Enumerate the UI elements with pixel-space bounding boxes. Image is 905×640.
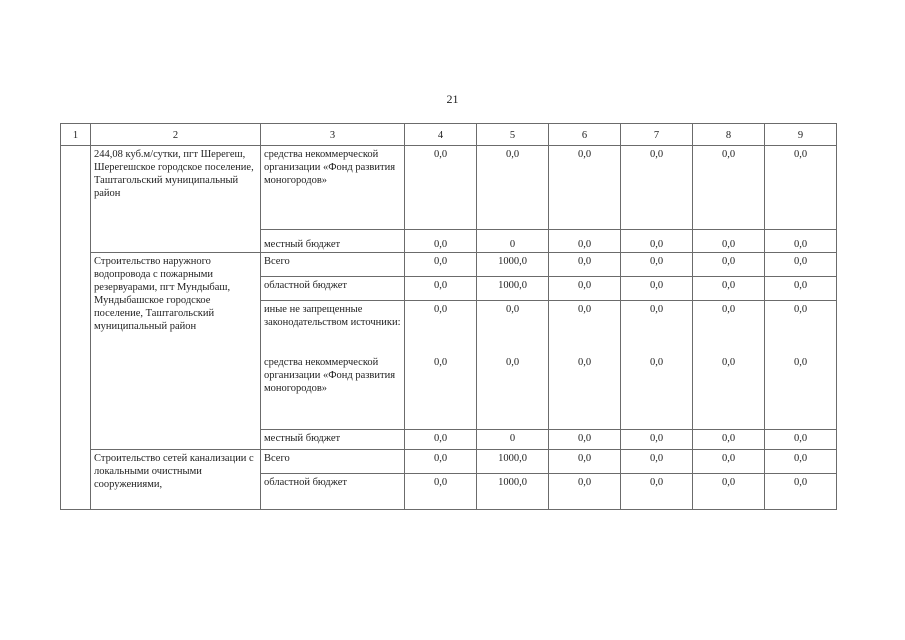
header-cell: 6 — [549, 124, 621, 146]
value-cell: 0,0 — [765, 450, 837, 474]
object-description: Строительство наружного водопровода с пожарными резервуарами, пгт Мундыбаш, Мундыбашское городское поселение, Таштагольский муниципальный район — [91, 253, 261, 450]
header-cell: 5 — [477, 124, 549, 146]
value-cell: 0,0 — [693, 277, 765, 301]
header-cell: 8 — [693, 124, 765, 146]
value-cell: 0,0 — [549, 430, 621, 450]
object-description: 244,08 куб.м/сутки, пгт Шерегеш, Шерегешское городское поселение, Таштагольский муниципальный район — [91, 146, 261, 253]
value-cell: 0,0 — [549, 474, 621, 510]
value-cell: 0,0 — [549, 230, 621, 253]
value-cell: 0,0 — [693, 253, 765, 277]
table-row — [61, 146, 837, 230]
value-cell: 0,0 — [405, 354, 477, 430]
value-cell: 1000,0 — [477, 277, 549, 301]
funding-source: Всего — [261, 450, 405, 474]
value-cell: 0,0 — [549, 301, 621, 355]
value-cell: 0,0 — [477, 354, 549, 430]
funding-source: местный бюджет — [261, 430, 405, 450]
funding-source: средства некоммерческой организации «Фонд развития моногородов» — [261, 146, 405, 230]
value-cell: 0,0 — [549, 253, 621, 277]
value-cell: 0,0 — [621, 230, 693, 253]
value-cell: 0,0 — [765, 230, 837, 253]
object-description: Строительство сетей канализации с локальными очистными сооружениями, — [91, 450, 261, 510]
budget-table — [60, 123, 837, 510]
value-cell: 0,0 — [693, 450, 765, 474]
header-cell: 1 — [61, 124, 91, 146]
value-cell: 0,0 — [405, 253, 477, 277]
value-cell: 1000,0 — [477, 253, 549, 277]
value-cell: 0,0 — [405, 450, 477, 474]
value-cell: 0,0 — [549, 277, 621, 301]
value-cell: 0,0 — [765, 354, 837, 430]
value-cell: 0,0 — [693, 354, 765, 430]
table-row — [61, 253, 837, 277]
value-cell: 1000,0 — [477, 450, 549, 474]
value-cell: 0 — [477, 430, 549, 450]
row-number-cell — [61, 146, 91, 510]
value-cell: 0,0 — [693, 146, 765, 230]
value-cell: 0,0 — [621, 354, 693, 430]
value-cell: 0,0 — [477, 301, 549, 355]
value-cell: 0,0 — [549, 450, 621, 474]
table-row — [61, 450, 837, 474]
value-cell: 0,0 — [405, 146, 477, 230]
funding-source: средства некоммерческой организации «Фонд развития моногородов» — [261, 354, 405, 430]
value-cell: 0,0 — [405, 230, 477, 253]
value-cell: 0,0 — [405, 430, 477, 450]
value-cell: 0,0 — [621, 430, 693, 450]
value-cell: 0,0 — [765, 301, 837, 355]
value-cell: 0,0 — [549, 146, 621, 230]
value-cell: 1000,0 — [477, 474, 549, 510]
header-cell: 2 — [91, 124, 261, 146]
value-cell: 0,0 — [693, 301, 765, 355]
value-cell: 0,0 — [765, 253, 837, 277]
value-cell: 0,0 — [405, 301, 477, 355]
value-cell: 0,0 — [693, 430, 765, 450]
header-cell: 9 — [765, 124, 837, 146]
header-cell: 3 — [261, 124, 405, 146]
value-cell: 0,0 — [693, 474, 765, 510]
value-cell: 0,0 — [621, 277, 693, 301]
value-cell: 0,0 — [477, 146, 549, 230]
value-cell: 0,0 — [621, 301, 693, 355]
value-cell: 0,0 — [621, 146, 693, 230]
value-cell: 0,0 — [621, 450, 693, 474]
value-cell: 0,0 — [405, 277, 477, 301]
value-cell: 0 — [477, 230, 549, 253]
value-cell: 0,0 — [621, 253, 693, 277]
funding-source: иные не запрещенные законодательством источники: — [261, 301, 405, 355]
funding-source: областной бюджет — [261, 277, 405, 301]
funding-source: местный бюджет — [261, 230, 405, 253]
value-cell: 0,0 — [549, 354, 621, 430]
header-cell: 4 — [405, 124, 477, 146]
value-cell: 0,0 — [765, 474, 837, 510]
value-cell: 0,0 — [765, 277, 837, 301]
value-cell: 0,0 — [765, 430, 837, 450]
value-cell: 0,0 — [405, 474, 477, 510]
value-cell: 0,0 — [693, 230, 765, 253]
funding-source: областной бюджет — [261, 474, 405, 510]
value-cell: 0,0 — [765, 146, 837, 230]
header-cell: 7 — [621, 124, 693, 146]
value-cell: 0,0 — [621, 474, 693, 510]
funding-source: Всего — [261, 253, 405, 277]
header-row — [61, 124, 837, 146]
page-number: 21 — [446, 92, 459, 106]
